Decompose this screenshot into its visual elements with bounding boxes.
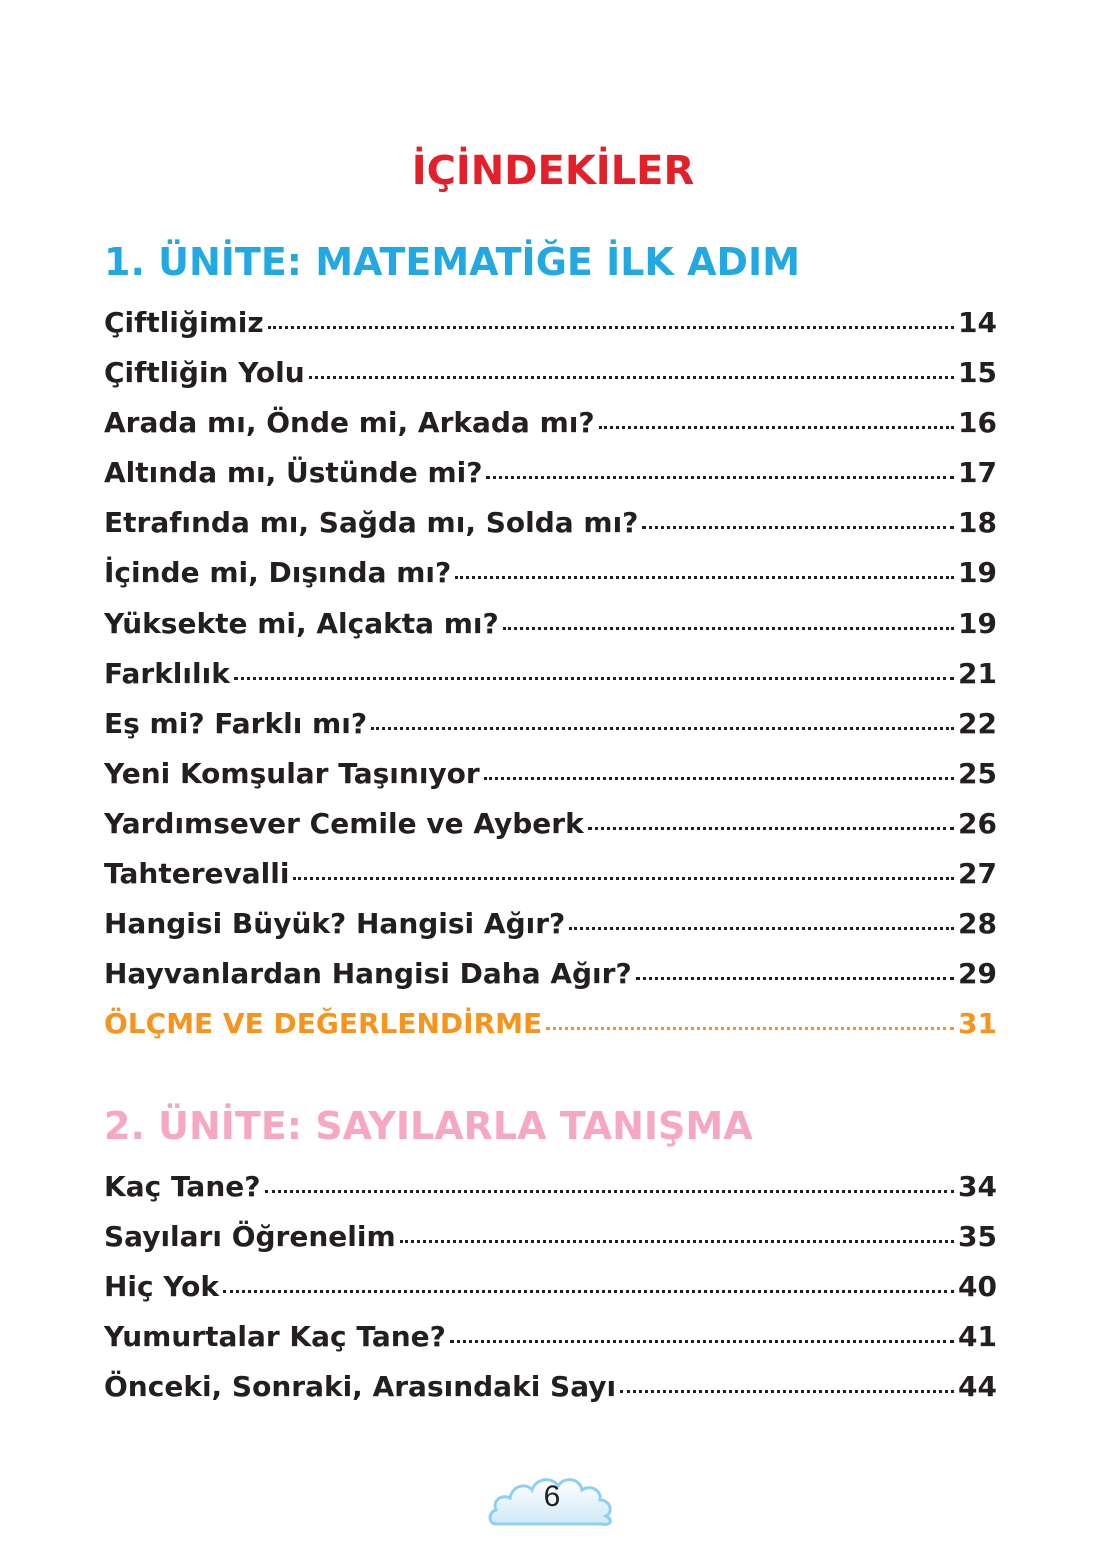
unit-1-heading: 1. ÜNİTE: MATEMATİĞE İLK ADIM <box>104 240 801 284</box>
toc-entry-page: 17 <box>958 456 997 490</box>
toc-entry-page: 16 <box>958 406 997 440</box>
toc-entry-label: Hiç Yok <box>104 1270 219 1304</box>
toc-entry[interactable] <box>104 857 997 907</box>
dot-leader <box>599 426 954 429</box>
toc-entry-page: 27 <box>958 857 997 891</box>
unit-2-heading: 2. ÜNİTE: SAYILARLA TANIŞMA <box>104 1104 753 1148</box>
toc-entry-page: 22 <box>958 706 997 740</box>
toc-entry-label: Hangisi Büyük? Hangisi Ağır? <box>104 907 566 941</box>
dot-leader <box>265 1190 955 1193</box>
dot-leader <box>642 526 954 529</box>
dot-leader <box>309 376 954 379</box>
toc-entry-label: Eş mi? Farklı mı? <box>104 706 368 740</box>
toc-entry-page: 41 <box>958 1320 997 1354</box>
toc-entry[interactable] <box>104 807 997 857</box>
toc-entry-page: 19 <box>958 606 997 640</box>
toc-entry-label: Yumurtalar Kaç Tane? <box>104 1320 446 1354</box>
toc-entry[interactable] <box>104 1320 997 1370</box>
toc-entry-page: 34 <box>958 1170 997 1203</box>
dot-leader <box>503 627 954 630</box>
toc-entry-label: Yeni Komşular Taşınıyor <box>104 756 480 790</box>
toc-entry-page: 44 <box>958 1370 997 1404</box>
toc-entry[interactable] <box>104 1370 997 1420</box>
toc-entry-label: Arada mı, Önde mi, Arkada mı? <box>104 406 595 440</box>
dot-leader <box>234 677 954 680</box>
toc-entry[interactable] <box>104 707 997 757</box>
dot-leader <box>371 727 954 730</box>
toc-entry[interactable] <box>104 957 997 1007</box>
toc-entry-label: Etrafında mı, Sağda mı, Solda mı? <box>104 506 639 540</box>
toc-entry-page: 28 <box>958 907 997 941</box>
toc-entry[interactable] <box>104 306 997 356</box>
toc-entry-page: 29 <box>958 957 997 991</box>
toc-entry-page: 21 <box>958 656 997 690</box>
toc-entry-label: İçinde mi, Dışında mı? <box>104 556 452 590</box>
toc-entry[interactable] <box>104 1270 997 1320</box>
dot-leader <box>636 977 954 980</box>
toc-entry-page: 40 <box>958 1270 997 1304</box>
toc-entry-page: 14 <box>958 306 997 339</box>
toc-entry-label: Çiftliğimiz <box>104 306 264 339</box>
toc-entry-label: Farklılık <box>104 656 230 690</box>
toc-entry[interactable] <box>104 506 997 556</box>
toc-entry[interactable] <box>104 657 997 707</box>
toc-entry-label: Kaç Tane? <box>104 1170 261 1203</box>
dot-leader <box>450 1340 954 1343</box>
toc-entry-label: Yüksekte mi, Alçakta mı? <box>104 606 499 640</box>
toc-entry-label: ÖLÇME VE DEĞERLENDİRME <box>104 1007 543 1041</box>
dot-leader <box>268 326 954 329</box>
toc-entry[interactable] <box>104 556 997 606</box>
toc-entry-page: 35 <box>958 1220 997 1254</box>
dot-leader <box>293 877 954 880</box>
toc-entry-page: 19 <box>958 556 997 590</box>
toc-entry[interactable] <box>104 456 997 506</box>
toc-entry-page: 25 <box>958 756 997 790</box>
toc-entry-label: Yardımsever Cemile ve Ayberk <box>104 806 584 840</box>
toc-entry-label: Altında mı, Üstünde mi? <box>104 456 483 490</box>
unit-2-toc <box>104 1170 997 1420</box>
toc-entry-label: Önceki, Sonraki, Arasındaki Sayı <box>104 1370 617 1404</box>
page-number: 6 <box>543 1480 561 1513</box>
toc-entry-label: Hayvanlardan Hangisi Daha Ağır? <box>104 957 632 991</box>
toc-entry-label: Çiftliğin Yolu <box>104 356 305 390</box>
toc-entry[interactable] <box>104 1220 997 1270</box>
toc-entry[interactable] <box>104 356 997 406</box>
toc-entry-assessment[interactable] <box>104 1007 997 1057</box>
toc-entry-page: 18 <box>958 506 997 540</box>
dot-leader <box>223 1290 954 1293</box>
toc-entry[interactable] <box>104 607 997 657</box>
toc-entry-page: 15 <box>958 356 997 390</box>
toc-entry-page: 26 <box>958 806 997 840</box>
unit-1-toc <box>104 306 997 1057</box>
toc-entry[interactable] <box>104 907 997 957</box>
toc-entry[interactable] <box>104 406 997 456</box>
toc-entry-label: Tahterevalli <box>104 857 290 891</box>
dot-leader <box>400 1240 954 1243</box>
toc-entry-page: 31 <box>958 1007 997 1041</box>
toc-entry[interactable] <box>104 1170 997 1220</box>
toc-entry-label: Sayıları Öğrenelim <box>104 1220 396 1254</box>
dot-leader <box>546 1027 954 1030</box>
dot-leader <box>484 777 954 780</box>
dot-leader <box>486 476 954 479</box>
toc-entry[interactable] <box>104 757 997 807</box>
dot-leader <box>455 576 954 579</box>
dot-leader <box>620 1390 954 1393</box>
dot-leader <box>569 927 954 930</box>
dot-leader <box>588 827 954 830</box>
page-title: İÇİNDEKİLER <box>411 148 695 194</box>
